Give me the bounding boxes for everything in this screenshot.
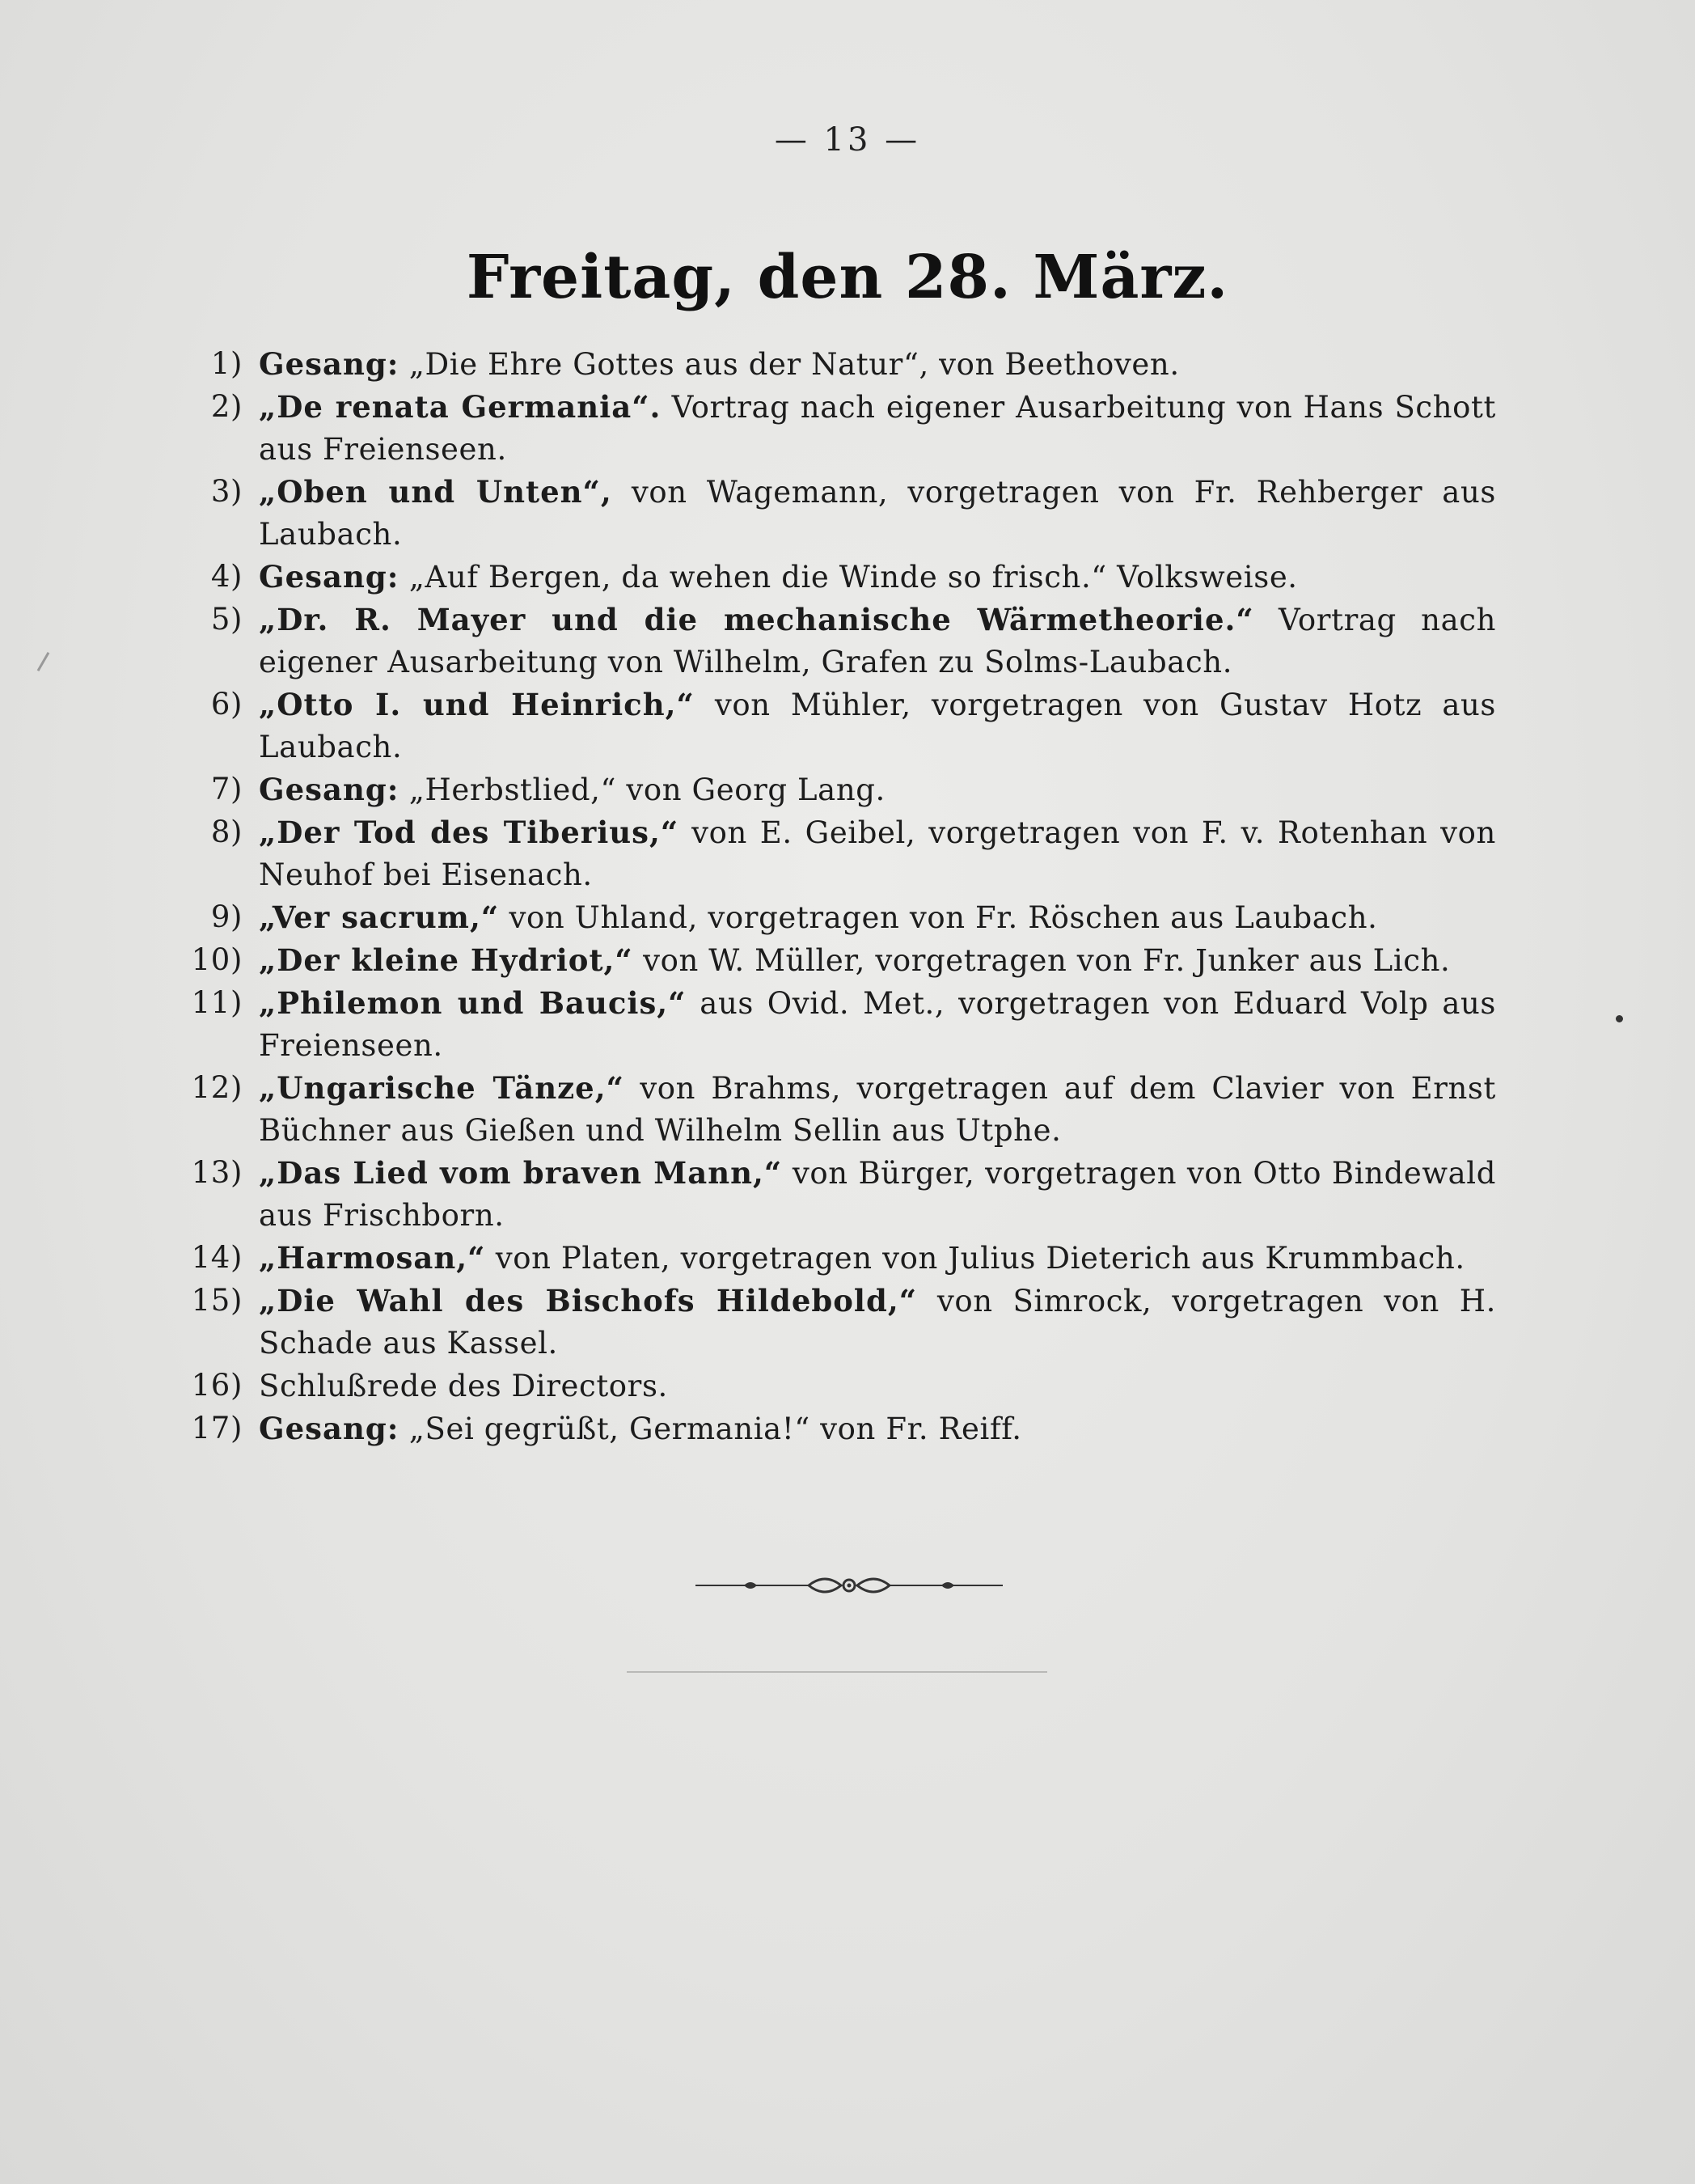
item-number: 6)	[210, 687, 243, 722]
item-text: aus Ovid. Met., vorgetragen von Eduard Volp aus Freienseen.	[259, 986, 1496, 1063]
item-title: „Philemon und Baucis,“	[259, 985, 687, 1021]
item-number: 7)	[210, 772, 243, 806]
program-item	[186, 1067, 1496, 1152]
program-item	[186, 982, 1496, 1067]
margin-mark	[37, 652, 50, 671]
program-item	[186, 386, 1496, 471]
item-text: Vortrag nach eigener Ausarbeitung von Wilhelm, Grafen zu Solms-Laubach.	[259, 603, 1496, 679]
item-text: „Herbstlied,“ von Georg Lang.	[399, 772, 886, 807]
item-text: von Mühler, vorgetragen von Gustav Hotz aus Laubach.	[259, 688, 1496, 764]
item-title: „Ver sacrum,“	[259, 899, 500, 935]
item-title: „Oben und Unten“,	[259, 474, 612, 510]
item-text: Vortrag nach eigener Ausarbeitung von Hans Schott aus Freienseen.	[259, 390, 1496, 467]
program-item	[186, 896, 1496, 939]
item-title: „Der kleine Hydriot,“	[259, 942, 633, 978]
program-item	[186, 471, 1496, 556]
item-title: „Harmosan,“	[259, 1240, 486, 1276]
program-item	[186, 1280, 1496, 1365]
ink-speck	[1616, 1015, 1623, 1022]
item-text: „Auf Bergen, da wehen die Winde so frisch.“ Volksweise.	[399, 560, 1298, 595]
program-item	[186, 343, 1496, 386]
item-number: 13)	[191, 1155, 243, 1190]
program-item	[186, 1237, 1496, 1280]
program-item	[186, 599, 1496, 684]
item-number: 17)	[191, 1411, 243, 1445]
item-text: von E. Geibel, vorgetragen von F. v. Rotenhan von Neuhof bei Eisenach.	[259, 815, 1496, 892]
section-heading: Freitag, den 28. März.	[466, 243, 1229, 312]
program-item	[186, 1365, 1496, 1407]
program-item	[186, 1407, 1496, 1450]
item-number: 8)	[210, 815, 243, 849]
item-title: „Ungarische Tänze,“	[259, 1070, 624, 1106]
program-item	[186, 556, 1496, 599]
item-title: Gesang:	[259, 559, 399, 595]
item-text: von Wagemann, vorgetragen von Fr. Rehberger aus Laubach.	[259, 475, 1496, 552]
item-title: „De renata Germania“.	[259, 389, 662, 425]
program-item	[186, 1152, 1496, 1237]
item-text: Schlußrede des Directors.	[259, 1369, 668, 1403]
program-item	[186, 684, 1496, 768]
item-number: 11)	[191, 985, 243, 1020]
item-text: von Platen, vorgetragen von Julius Dieterich aus Krummbach.	[485, 1241, 1465, 1276]
item-text: von Simrock, vorgetragen von H. Schade aus Kassel.	[259, 1284, 1497, 1361]
item-title: Gesang:	[259, 1411, 399, 1446]
item-text: von Uhland, vorgetragen von Fr. Röschen aus Laubach.	[499, 900, 1378, 935]
item-text: „Die Ehre Gottes aus der Natur“, von Beethoven.	[399, 347, 1180, 382]
item-title: „Das Lied vom braven Mann,“	[259, 1155, 783, 1191]
item-title: „Dr. R. Mayer und die mechanische Wärmetheorie.“	[259, 602, 1254, 637]
item-number: 16)	[191, 1368, 243, 1403]
vine-ornament-icon	[695, 1569, 1003, 1602]
page-number: — 13 —	[774, 121, 921, 159]
item-title: „Der Tod des Tiberius,“	[259, 815, 679, 850]
item-number: 9)	[210, 899, 243, 934]
item-text: von Brahms, vorgetragen auf dem Clavier von Ernst Büchner aus Gießen und Wilhelm Sellin aus Utphe.	[259, 1071, 1496, 1148]
item-number: 14)	[191, 1240, 243, 1275]
item-number: 5)	[210, 602, 243, 637]
item-number: 3)	[210, 474, 243, 509]
item-title: „Die Wahl des Bischofs Hildebold,“	[259, 1283, 918, 1318]
item-number: 10)	[191, 942, 243, 977]
program-list	[186, 343, 1496, 1450]
item-title: Gesang:	[259, 772, 399, 807]
program-item	[186, 939, 1496, 982]
divider	[627, 1671, 1047, 1673]
item-number: 15)	[191, 1283, 243, 1318]
item-number: 12)	[191, 1070, 243, 1105]
item-number: 4)	[210, 559, 243, 594]
item-number: 2)	[210, 389, 243, 424]
item-text: von Bürger, vorgetragen von Otto Bindewald aus Frischborn.	[259, 1156, 1496, 1233]
item-title: „Otto I. und Heinrich,“	[259, 687, 695, 722]
program-item	[186, 768, 1496, 811]
item-text: von W. Müller, vorgetragen von Fr. Junker aus Lich.	[632, 943, 1451, 978]
item-title: Gesang:	[259, 346, 399, 382]
item-text: „Sei gegrüßt, Germania!“ von Fr. Reiff.	[399, 1412, 1022, 1446]
item-number: 1)	[210, 346, 243, 381]
program-item	[186, 811, 1496, 896]
